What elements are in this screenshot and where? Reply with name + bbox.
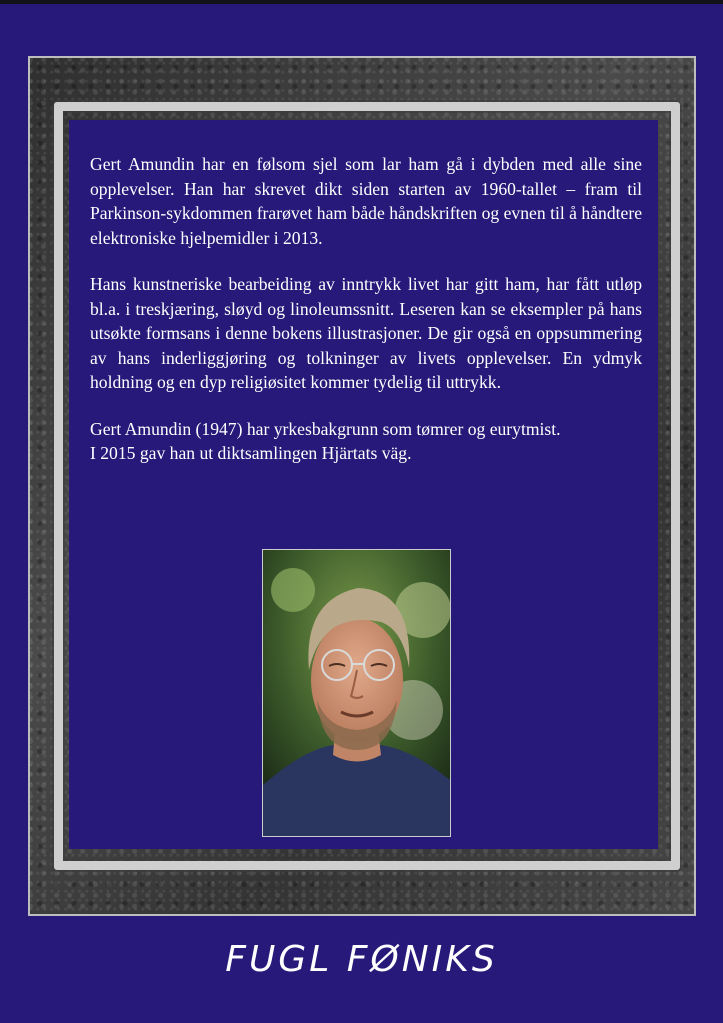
author-bio	[90, 152, 642, 488]
bio-paragraph-3-line-1: Gert Amundin (1947) har yrkesbakgrunn som tømrer og eurytmist.	[90, 418, 561, 439]
top-edge	[0, 0, 723, 4]
author-portrait	[263, 550, 450, 836]
author-photo	[262, 549, 451, 837]
bio-paragraph-2: Hans kunstneriske bearbeiding av inntrykk livet har gitt ham, har fått utløp bl.a. i treskjæring, sløyd og linoleumssnitt. Leseren kan se eksempler på hans utsøkte formsans i denne bokens illustrasjoner. De gir også en oppsummering av hans inderliggjøring og tolkninger av livets opplevelser. En ydmyk holdning og en dyp religiøsitet kommer tydelig til uttrykk.	[90, 274, 642, 392]
bio-paragraph-3	[90, 417, 642, 466]
bio-paragraph-1: Gert Amundin har en følsom sjel som lar ham gå i dybden med alle sine opplevelser. Han har skrevet dikt siden starten av 1960-tallet – fram til Parkinson-sykdommen frarøvet ham både håndskriften og evnen til å håndtere elektroniske hjelpemidler i 2013.	[90, 154, 642, 248]
bio-paragraph-3-line-2: I 2015 gav han ut diktsamlingen Hjärtats väg.	[90, 443, 412, 463]
book-title: FUGL FØNIKS	[225, 939, 498, 980]
